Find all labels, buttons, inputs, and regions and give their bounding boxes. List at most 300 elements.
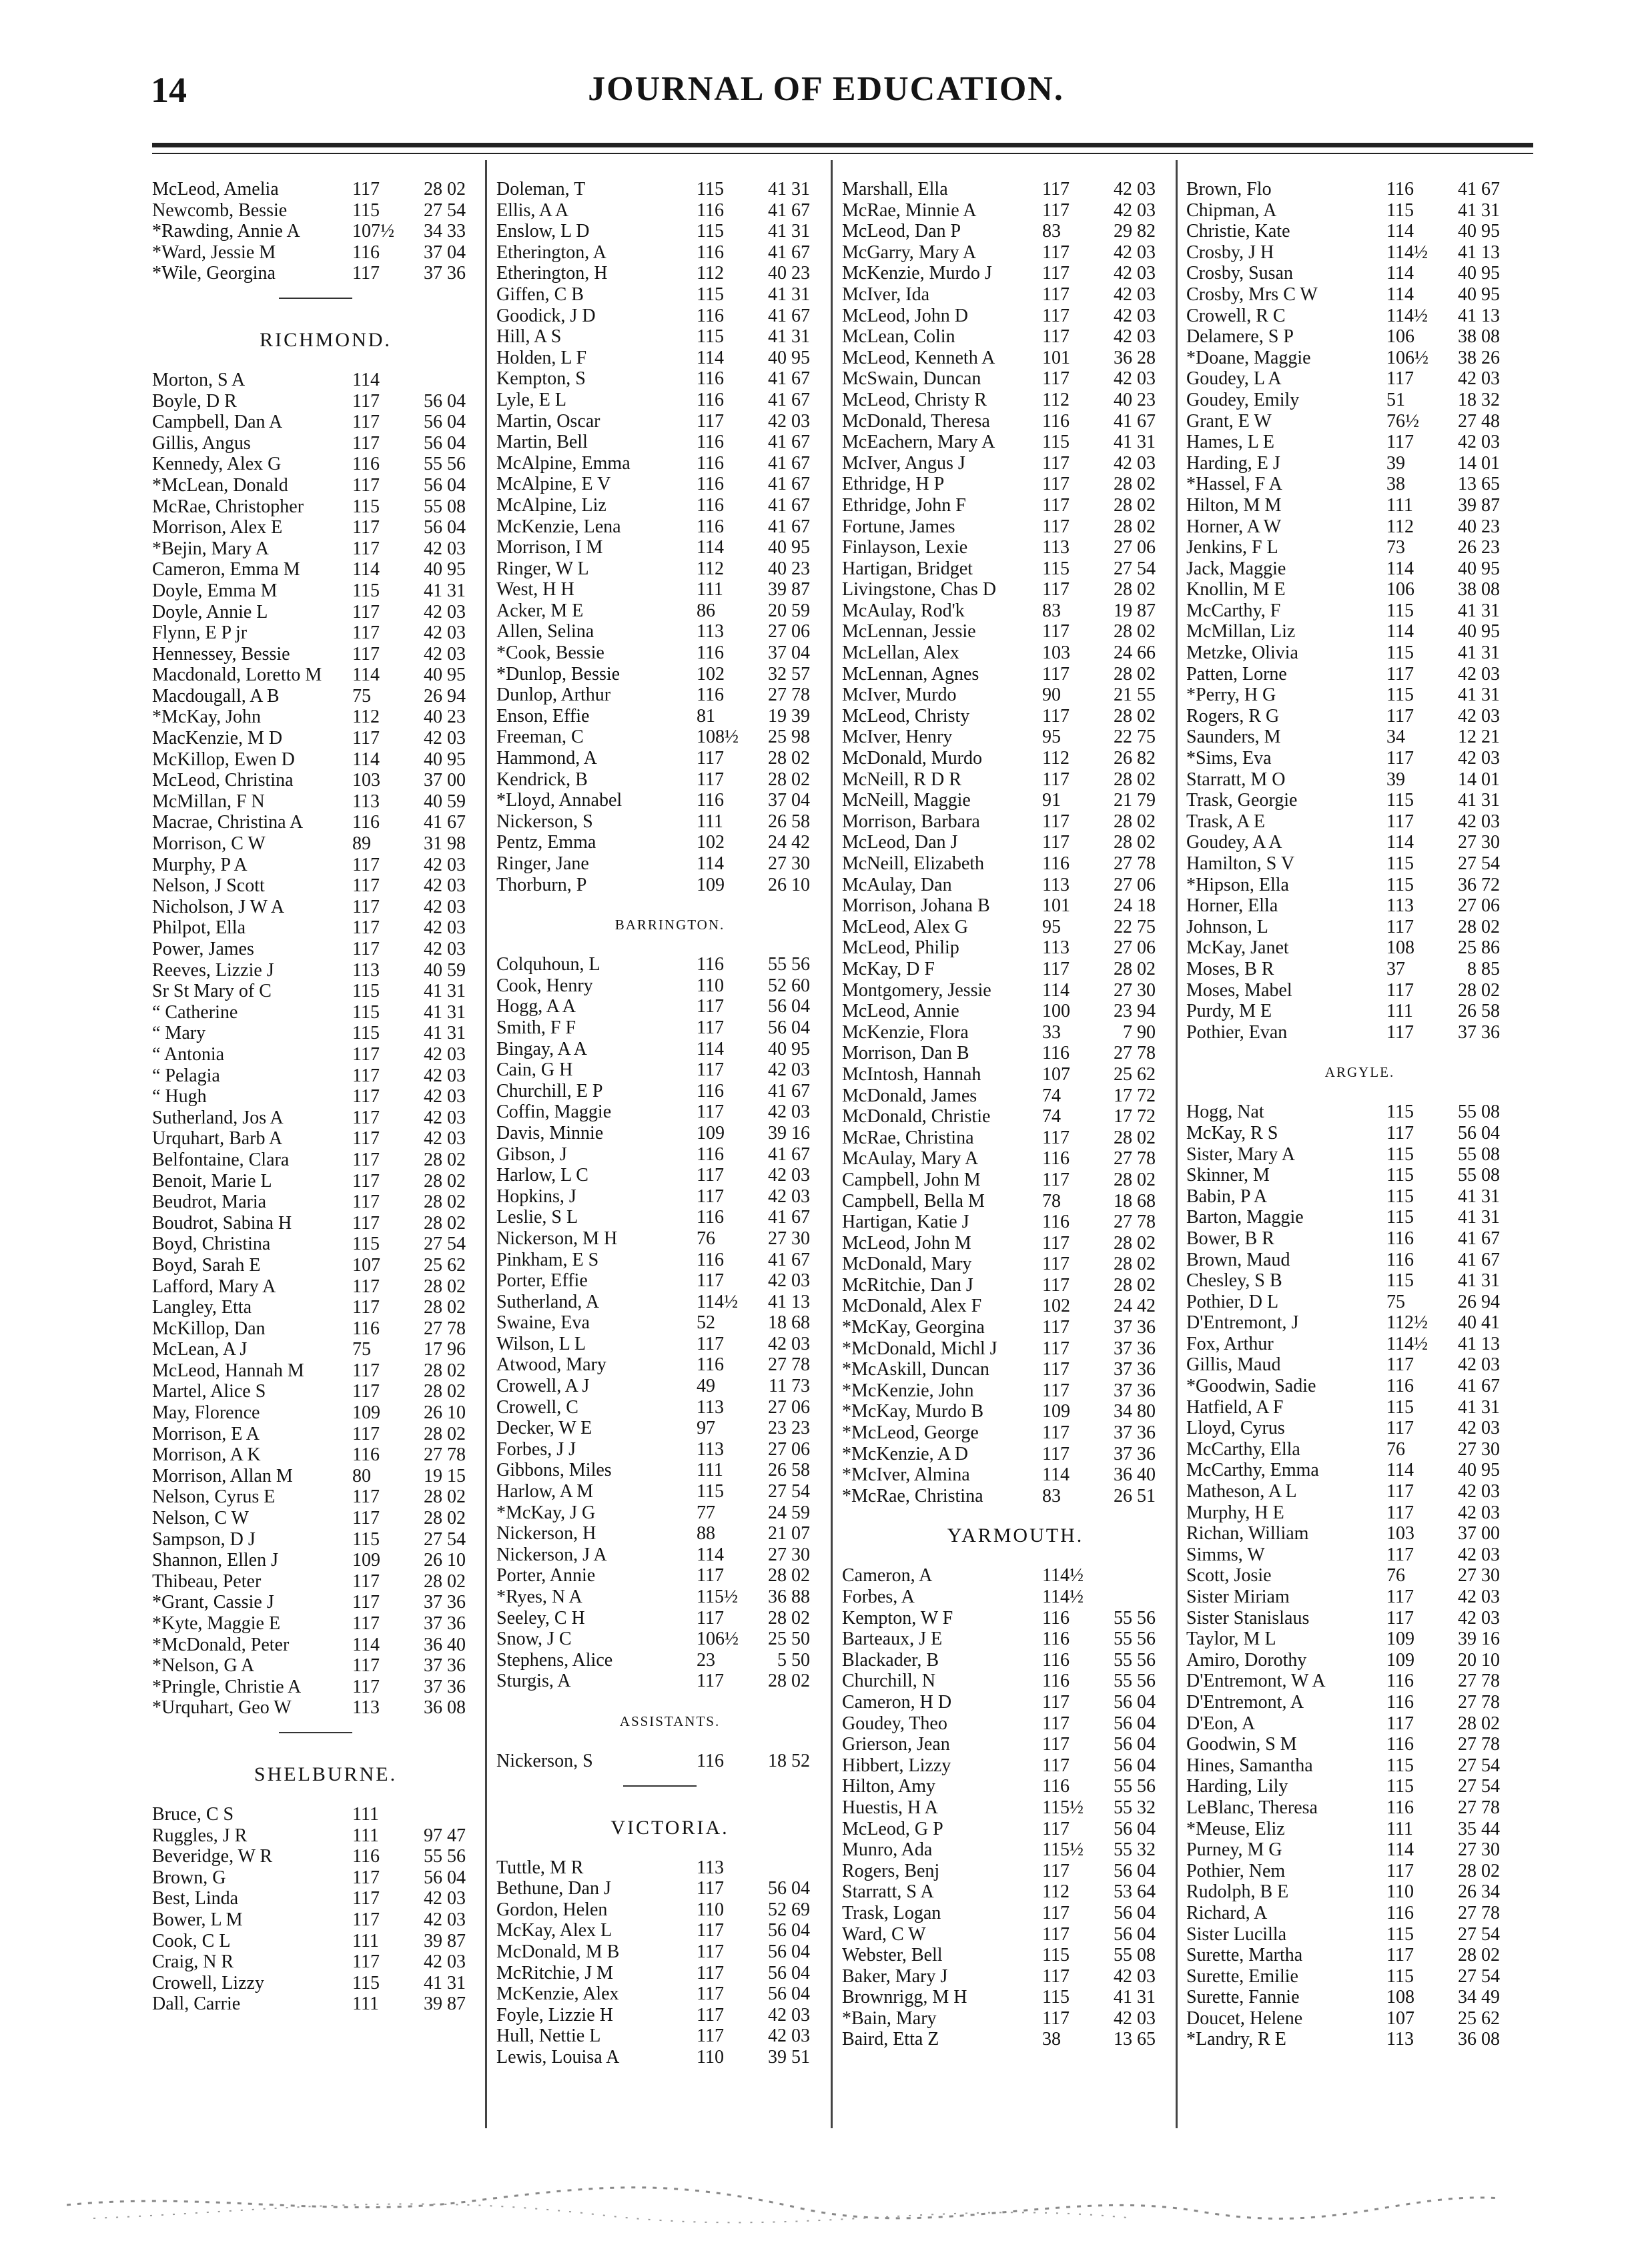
teacher-row (152, 1993, 499, 2015)
days-taught: 117 (1386, 1418, 1414, 1439)
teacher-row (152, 960, 499, 981)
grant-amount: 40 23 (1114, 389, 1156, 410)
teacher-name: Campbell, John M (842, 1169, 981, 1190)
teacher-row (496, 621, 843, 642)
section-separator (496, 1772, 843, 1799)
grant-amount: 42 03 (1114, 2007, 1156, 2029)
teacher-name: Grant, E W (1186, 410, 1272, 432)
days-taught: 117 (352, 601, 380, 622)
grant-amount: 24 42 (1114, 1296, 1156, 1317)
days-taught: 115 (1386, 1186, 1414, 1207)
days-taught: 116 (697, 954, 724, 975)
days-taught: 83 (1042, 221, 1061, 242)
teacher-row (496, 1650, 843, 1671)
grant-amount: 37 36 (1114, 1443, 1156, 1464)
teacher-name: McMillan, F N (152, 791, 265, 812)
teacher-row (496, 1671, 843, 1692)
grant-amount: 41 67 (768, 432, 810, 453)
teacher-name: Surette, Fannie (1186, 1987, 1300, 2008)
grant-amount: 42 03 (424, 896, 466, 917)
teacher-row (842, 1608, 1189, 1629)
grant-amount: 42 03 (1114, 326, 1156, 348)
days-taught: 114 (352, 369, 380, 390)
grant-amount: 27 30 (1458, 832, 1500, 853)
teacher-name: Hartigan, Bridget (842, 558, 973, 579)
teacher-row (1186, 1903, 1533, 1924)
teacher-name: McEachern, Mary A (842, 432, 995, 453)
days-taught: 117 (1386, 432, 1414, 453)
days-taught: 117 (1386, 1945, 1414, 1966)
teacher-name: Ethridge, John F (842, 494, 966, 516)
teacher-name: Crosby, Susan (1186, 263, 1293, 284)
grant-amount: 28 02 (424, 1423, 466, 1444)
grant-amount: 41 31 (1458, 642, 1500, 664)
grant-amount: 28 02 (1458, 1713, 1500, 1734)
teacher-row (152, 1909, 499, 1931)
grant-amount: 27 54 (1458, 1776, 1500, 1797)
teacher-row (152, 496, 499, 518)
teacher-row (496, 1523, 843, 1544)
grant-amount: 41 31 (1114, 1987, 1156, 2008)
grant-amount: 41 31 (424, 1001, 466, 1023)
grant-amount: 56 04 (768, 1941, 810, 1962)
teacher-row (1186, 200, 1533, 221)
days-taught: 114 (1386, 621, 1414, 642)
teacher-row (152, 1381, 499, 1402)
grant-amount: 28 02 (1114, 516, 1156, 537)
teacher-row (152, 1023, 499, 1044)
teacher-name: Colquhoun, L (496, 954, 600, 975)
teacher-row (842, 937, 1189, 959)
teacher-row (842, 1317, 1189, 1338)
teacher-row (496, 996, 843, 1017)
grant-amount: 28 02 (424, 1360, 466, 1381)
teacher-row (1186, 642, 1533, 664)
teacher-name: D'Eon, A (1186, 1713, 1256, 1734)
teacher-name: *McKenzie, John (842, 1380, 974, 1401)
grant-amount: 27 30 (768, 1544, 810, 1565)
teacher-row (842, 1629, 1189, 1650)
teacher-name: Snow, J C (496, 1629, 572, 1650)
days-taught: 107 (1386, 2007, 1414, 2029)
days-taught: 116 (352, 1444, 380, 1466)
grant-amount: 42 03 (1458, 1418, 1500, 1439)
days-taught: 117 (1042, 199, 1070, 221)
days-taught: 113 (697, 1857, 724, 1878)
teacher-name: McAlpine, Emma (496, 452, 631, 474)
teacher-name: McIver, Ida (842, 284, 930, 305)
grant-amount: 19 39 (768, 705, 810, 727)
days-taught: 117 (1042, 474, 1070, 495)
teacher-row (496, 1207, 843, 1228)
teacher-row (496, 179, 843, 200)
grant-amount: 27 78 (1114, 1043, 1156, 1064)
teacher-row (842, 1755, 1189, 1777)
teacher-row (152, 1931, 499, 1952)
teacher-row (496, 1920, 843, 1941)
teacher-name: McLeod, Philip (842, 937, 959, 959)
teacher-row (152, 1529, 499, 1550)
days-taught: 102 (697, 663, 725, 685)
grant-amount: 24 18 (1114, 895, 1156, 917)
grant-amount: 42 03 (1114, 263, 1156, 284)
teacher-row (842, 1380, 1189, 1402)
days-taught: 112 (352, 707, 380, 728)
days-taught: 116 (697, 1354, 724, 1376)
teacher-name: Thorburn, P (496, 874, 587, 895)
days-taught: 116 (1042, 1671, 1070, 1692)
teacher-row (1186, 875, 1533, 896)
teacher-row (496, 1878, 843, 1899)
days-taught: 117 (697, 410, 724, 432)
teacher-row (1186, 474, 1533, 495)
grant-amount: 36 08 (1458, 2029, 1500, 2050)
page-number: 14 (151, 70, 187, 110)
teacher-row (496, 221, 843, 242)
county-heading: YARMOUTH. (947, 1524, 1084, 1547)
grant-amount: 26 82 (1114, 748, 1156, 769)
teacher-name: Webster, Bell (842, 1945, 943, 1966)
teacher-row (496, 2005, 843, 2026)
teacher-row (1186, 1144, 1533, 1166)
grant-amount: 42 03 (424, 1888, 466, 1909)
days-taught: 117 (1042, 1317, 1070, 1338)
teacher-name: Starratt, M O (1186, 769, 1286, 790)
grant-amount: 42 03 (1114, 179, 1156, 199)
grant-amount: 41 31 (1458, 1186, 1500, 1207)
teacher-name: Sr St Mary of C (152, 981, 272, 1002)
teacher-row (1186, 411, 1533, 432)
teacher-row (496, 975, 843, 997)
teacher-row (496, 790, 843, 811)
grant-amount: 42 03 (1458, 663, 1500, 685)
teacher-name: Beudrot, Maria (152, 1192, 267, 1213)
teacher-row (1186, 1755, 1533, 1777)
teacher-name: Morrison, Alex E (152, 517, 283, 538)
teacher-row (152, 1339, 499, 1360)
teacher-name: Decker, W E (496, 1418, 592, 1439)
teacher-name: McDonald, Alex F (842, 1296, 982, 1317)
grant-amount: 55 08 (1458, 1144, 1500, 1165)
teacher-row (1186, 1713, 1533, 1735)
teacher-row (1186, 1966, 1533, 1987)
teacher-name: *McDonald, Peter (152, 1634, 290, 1655)
teacher-name: McRae, Christopher (152, 496, 304, 517)
grant-amount: 40 95 (1458, 221, 1500, 242)
grant-amount: 25 98 (768, 727, 810, 748)
teacher-name: Fox, Arthur (1186, 1333, 1274, 1354)
teacher-row (1186, 811, 1533, 833)
grant-amount: 21 79 (1114, 790, 1156, 811)
teacher-name: Knollin, M E (1186, 579, 1286, 600)
days-taught: 76 (1386, 1438, 1405, 1460)
grant-amount: 42 03 (1458, 1544, 1500, 1565)
teacher-row (152, 1973, 499, 1994)
teacher-row (496, 1186, 843, 1208)
days-taught: 117 (1042, 2007, 1070, 2029)
grant-amount: 41 31 (1458, 1207, 1500, 1228)
teacher-name: Sampson, D J (152, 1528, 256, 1550)
days-taught: 110 (697, 975, 724, 996)
teacher-name: Boudrot, Sabina H (152, 1212, 292, 1234)
days-taught: 116 (1042, 1649, 1070, 1671)
teacher-row (496, 1292, 843, 1313)
grant-amount: 42 03 (424, 601, 466, 622)
days-taught: 109 (697, 1122, 725, 1144)
days-taught: 115 (1386, 1144, 1414, 1165)
grant-amount: 28 02 (424, 1192, 466, 1213)
grant-amount (399, 370, 466, 391)
teacher-name: *Meuse, Eliz (1186, 1818, 1285, 1839)
days-taught: 88 (697, 1523, 715, 1544)
teacher-row (496, 326, 843, 348)
grant-amount: 28 02 (768, 1607, 810, 1629)
teacher-row (842, 1064, 1189, 1085)
teacher-row (842, 664, 1189, 685)
days-taught: 117 (1042, 1232, 1070, 1254)
teacher-row (1186, 537, 1533, 558)
grant-amount: 36 88 (768, 1587, 810, 1607)
grant-amount: 41 13 (768, 1291, 810, 1312)
days-taught: 117 (352, 1360, 380, 1381)
teacher-row (152, 728, 499, 749)
teacher-name: McLeod, Kenneth A (842, 347, 995, 368)
teacher-name: Churchill, E P (496, 1080, 603, 1101)
teacher-name: Nelson, J Scott (152, 875, 265, 897)
teacher-row (496, 1397, 843, 1418)
grant-amount: 53 64 (1114, 1881, 1156, 1903)
grant-amount: 34 49 (1458, 1987, 1500, 2008)
teacher-name: Baker, Mary J (842, 1965, 948, 1987)
days-taught: 117 (1042, 1965, 1070, 1987)
days-taught: 33 (1042, 1021, 1061, 1043)
grant-amount: 42 03 (424, 854, 466, 875)
teacher-row (842, 706, 1189, 727)
teacher-name: Gordon, Helen (496, 1899, 608, 1920)
grant-amount: 42 03 (1458, 1587, 1500, 1607)
teacher-row (496, 284, 843, 306)
teacher-row (152, 1171, 499, 1192)
teacher-name: Hilton, Amy (842, 1776, 936, 1797)
days-taught: 113 (1042, 874, 1070, 895)
teacher-name: Gillis, Angus (152, 432, 251, 454)
teacher-row (152, 855, 499, 876)
teacher-row (496, 579, 843, 600)
teacher-row (1186, 600, 1533, 622)
grant-amount: 27 30 (1458, 1839, 1500, 1861)
grant-amount: 28 02 (1114, 958, 1156, 979)
grant-amount: 28 02 (424, 1570, 466, 1592)
grant-amount: 27 78 (1114, 1212, 1156, 1233)
grant-amount: 40 95 (424, 749, 466, 770)
grant-amount: 28 02 (424, 1508, 466, 1529)
teacher-name: McIver, Murdo (842, 685, 957, 706)
days-taught: 115 (1386, 1101, 1414, 1123)
grant-amount: 40 59 (424, 791, 466, 812)
teacher-name: Purdy, M E (1186, 1001, 1272, 1022)
teacher-name: Urquhart, Barb A (152, 1128, 283, 1150)
teacher-row (842, 2029, 1189, 2050)
days-taught: 115 (1386, 1165, 1414, 1186)
days-taught: 117 (1042, 811, 1070, 832)
teacher-row (842, 1275, 1189, 1296)
teacher-row (1186, 1123, 1533, 1144)
days-taught: 117 (697, 748, 724, 769)
grant-amount: 27 78 (1458, 1902, 1500, 1923)
teacher-row (152, 242, 499, 264)
teacher-row (496, 1941, 843, 1963)
grant-amount: 34 80 (1114, 1401, 1156, 1422)
grant-amount: 36 28 (1114, 347, 1156, 368)
days-taught: 117 (1042, 494, 1070, 516)
grant-amount: 36 40 (424, 1634, 466, 1655)
days-taught: 115 (352, 981, 380, 1002)
grant-amount: 40 41 (1458, 1312, 1500, 1334)
days-taught: 117 (1042, 305, 1070, 326)
days-taught: 117 (352, 1592, 380, 1613)
days-taught: 112 (1042, 748, 1070, 769)
teacher-name: McAlpine, E V (496, 474, 611, 495)
days-taught: 117 (352, 1043, 380, 1065)
days-taught: 117 (1386, 1607, 1414, 1629)
grant-amount: 41 31 (1458, 685, 1500, 706)
days-taught: 116 (697, 1144, 724, 1165)
teacher-name: Crosby, Mrs C W (1186, 284, 1318, 305)
teacher-row (496, 1081, 843, 1102)
grant-amount: 27 54 (1458, 853, 1500, 874)
days-taught: 116 (697, 790, 724, 811)
grant-amount: 42 03 (424, 1107, 466, 1128)
days-taught: 114½ (1386, 305, 1428, 326)
grant-amount: 42 03 (424, 643, 466, 664)
teacher-row (496, 1857, 843, 1879)
teacher-row (842, 326, 1189, 348)
teacher-name: Harding, Lily (1186, 1776, 1288, 1797)
days-taught: 117 (1386, 1021, 1414, 1043)
teacher-name: Bower, B R (1186, 1228, 1274, 1249)
grant-amount: 37 36 (1458, 1021, 1500, 1043)
teacher-name: McCarthy, Ella (1186, 1438, 1300, 1460)
teacher-row (1186, 1228, 1533, 1250)
teacher-row (152, 770, 499, 791)
teacher-name: Saunders, M (1186, 727, 1281, 748)
teacher-row (842, 1486, 1189, 1507)
teacher-row (1186, 853, 1533, 875)
teacher-row (152, 1255, 499, 1276)
teacher-row (1186, 432, 1533, 453)
grant-amount: 41 67 (1458, 1376, 1500, 1397)
days-taught: 116 (1042, 410, 1070, 432)
teacher-row (152, 707, 499, 728)
grant-amount: 28 02 (424, 1297, 466, 1318)
grant-amount: 37 04 (424, 242, 466, 263)
teacher-name: Doyle, Annie L (152, 601, 268, 622)
teacher-name: Hatfield, A F (1186, 1396, 1284, 1418)
teacher-row (496, 1312, 843, 1334)
grant-amount: 56 04 (768, 1878, 810, 1899)
teacher-name: *Ward, Jessie M (152, 242, 276, 263)
grant-amount: 24 42 (768, 832, 810, 853)
teacher-name: McLeod, Hannah M (152, 1360, 304, 1381)
grant-amount: 55 32 (1114, 1839, 1156, 1861)
grant-amount: 37 00 (424, 770, 466, 791)
teacher-row (1186, 1671, 1533, 1692)
days-taught: 109 (1386, 1649, 1414, 1671)
grant-amount: 13 65 (1114, 2029, 1156, 2050)
days-taught: 117 (1042, 832, 1070, 853)
days-taught: 106 (1386, 579, 1414, 600)
days-taught: 115 (1386, 1965, 1414, 1987)
grant-amount: 31 98 (424, 833, 466, 855)
days-taught: 117 (1042, 263, 1070, 284)
grant-amount: 28 02 (1458, 979, 1500, 1001)
teacher-name: Hilton, M M (1186, 494, 1282, 516)
grant-amount: 52 60 (768, 975, 810, 996)
grant-amount: 28 02 (1114, 769, 1156, 790)
teacher-name: Gibson, J (496, 1144, 567, 1165)
teacher-name: Nelson, Cyrus E (152, 1486, 276, 1508)
grant-amount: 18 52 (768, 1750, 810, 1771)
days-taught: 115 (352, 1023, 380, 1044)
teacher-row (1186, 516, 1533, 538)
teacher-name: Ruggles, J R (152, 1825, 248, 1846)
teacher-row (496, 875, 843, 896)
grant-amount: 42 03 (1114, 284, 1156, 305)
grant-amount: 27 78 (768, 685, 810, 706)
teacher-name: Hopkins, J (496, 1186, 576, 1207)
days-taught: 83 (1042, 1485, 1061, 1506)
teacher-name: Pothier, D L (1186, 1291, 1279, 1312)
days-taught: 114½ (1386, 242, 1428, 263)
days-taught: 114½ (1042, 1587, 1084, 1607)
days-taught: 74 (1042, 1106, 1061, 1128)
days-taught: 117 (1042, 1691, 1070, 1713)
teacher-name: Kempton, W F (842, 1607, 953, 1629)
teacher-row (496, 1228, 843, 1250)
teacher-row (842, 1022, 1189, 1043)
teacher-row (152, 1150, 499, 1171)
days-taught: 114 (1386, 1839, 1414, 1861)
teacher-row (152, 370, 499, 391)
grant-amount: 41 31 (1458, 1396, 1500, 1418)
grant-amount: 40 23 (768, 558, 810, 579)
teacher-row (842, 1401, 1189, 1422)
teacher-row (842, 579, 1189, 600)
grant-amount: 25 62 (424, 1254, 466, 1276)
teacher-name: Ringer, Jane (496, 853, 589, 874)
teacher-name: *Bain, Mary (842, 2007, 937, 2029)
days-taught: 114 (1386, 221, 1414, 242)
grant-amount: 35 44 (1458, 1818, 1500, 1839)
days-taught: 95 (1042, 916, 1061, 937)
teacher-row (842, 748, 1189, 769)
days-taught: 117 (1042, 1443, 1070, 1464)
grant-amount: 27 78 (424, 1318, 466, 1339)
days-taught: 116 (697, 389, 724, 410)
teacher-name: Nelson, C W (152, 1508, 249, 1529)
teacher-row (1186, 326, 1533, 348)
teacher-name: Lewis, Louisa A (496, 2046, 620, 2068)
teacher-row (842, 1148, 1189, 1170)
grant-amount: 27 78 (1458, 1691, 1500, 1713)
grant-amount: 40 23 (1458, 516, 1500, 537)
grant-amount: 27 06 (768, 1396, 810, 1418)
days-taught: 117 (1042, 452, 1070, 474)
grant-amount: 41 67 (768, 474, 810, 495)
teacher-name: Boyle, D R (152, 390, 237, 412)
teacher-row (496, 432, 843, 453)
teacher-name: McNeill, Elizabeth (842, 853, 985, 874)
